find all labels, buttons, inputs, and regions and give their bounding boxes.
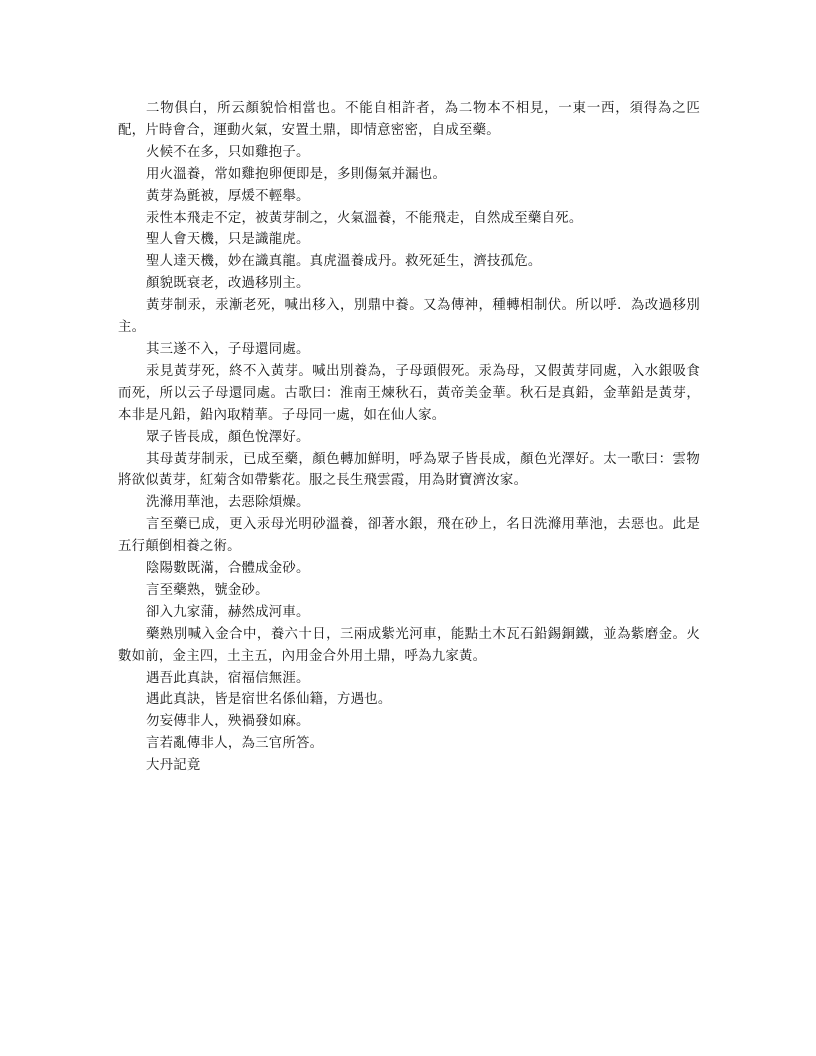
paragraph: 言若亂傳非人，為三官所答。 — [146, 736, 324, 752]
paragraph: 言至藥已成，更入汞母光明砂溫養，卻著水銀，飛在砂上，名日洗滌用華池，去惡也。此是五行顛倒相養之術。 — [118, 517, 700, 555]
paragraph: 藥熟別喊入金合中，養六十日，三兩成紫光河車，能點土木瓦石鉛錫銅鐵，並為紫磨金。火數如前，金主四，土主五，內用金合外用土鼎，呼為九家黃。 — [118, 626, 700, 664]
paragraph: 聖人會天機，只是識龍虎。 — [146, 232, 310, 248]
paragraph: 陰陽數既滿，合體成金砂。 — [146, 561, 310, 577]
paragraph: 汞見黃芽死，終不入黃芽。喊出別養為，子母頭假死。汞為母，又假黃芽同處，入水銀吸食而死，所以云子母還同處。古歌曰：淮南王煉秋石，黃帝美金華。秋石是真鉛，金華鉛是黃芽，本非是凡鉛，鉛內取精華。子母同一處，如在仙人家。 — [118, 363, 700, 423]
paragraph: 言至藥熟，號金砂。 — [146, 582, 269, 598]
paragraph: 洗滌用華池，去惡除煩燥。 — [146, 495, 310, 511]
document-page — [118, 98, 700, 777]
paragraph: 其母黃芽制汞，已成至藥，顏色轉加鮮明，呼為眾子皆長成，顏色光澤好。太一歌曰：雲物將欲似黃芽，紅菊含如帶紫花。服之長生飛雲霞，用為財寶濟汝家。 — [118, 451, 700, 489]
paragraph: 用火溫養，常如雞抱卵便即是，多則傷氣并漏也。 — [146, 166, 447, 182]
end-note: 大丹記竟 — [146, 758, 201, 774]
paragraph: 其三遂不入，子母還同處。 — [146, 341, 310, 357]
paragraph: 勿妄傳非人，殃禍發如麻。 — [146, 714, 310, 730]
paragraph: 聖人達天機，妙在識真龍。真虎溫養成丹。救死延生，濟技孤危。 — [146, 254, 542, 270]
paragraph: 黃芽為氈被，厚煖不輕舉。 — [146, 188, 310, 204]
paragraph: 卻入九家蒲，赫然成河車。 — [146, 604, 310, 620]
paragraph: 二物俱白，所云顏貌恰相當也。不能自相許者，為二物本不相見，一東一西，須得為之匹配，片時會合，運動火氣，安置土鼎，即情意密密，自成至藥。 — [118, 101, 700, 138]
paragraph: 黃芽制汞，汞漸老死，喊出移入，別鼎中養。又為傳神，種轉相制伏。所以呼．為改過移別主。 — [118, 298, 700, 336]
paragraph: 遇此真訣，皆是宿世名係仙籍，方遇也。 — [146, 692, 392, 708]
paragraph: 火候不在多，只如雞抱子。 — [146, 144, 310, 160]
paragraph: 遇吾此真訣，宿福信無涯。 — [146, 670, 310, 686]
paragraph: 顏貌既衰老，改過移別主。 — [146, 276, 310, 292]
paragraph: 眾子皆長成，顏色悅澤好。 — [146, 429, 310, 445]
paragraph: 汞性本飛走不定，被黃芽制之，火氣溫養，不能飛走，自然成至藥自死。 — [146, 210, 583, 226]
